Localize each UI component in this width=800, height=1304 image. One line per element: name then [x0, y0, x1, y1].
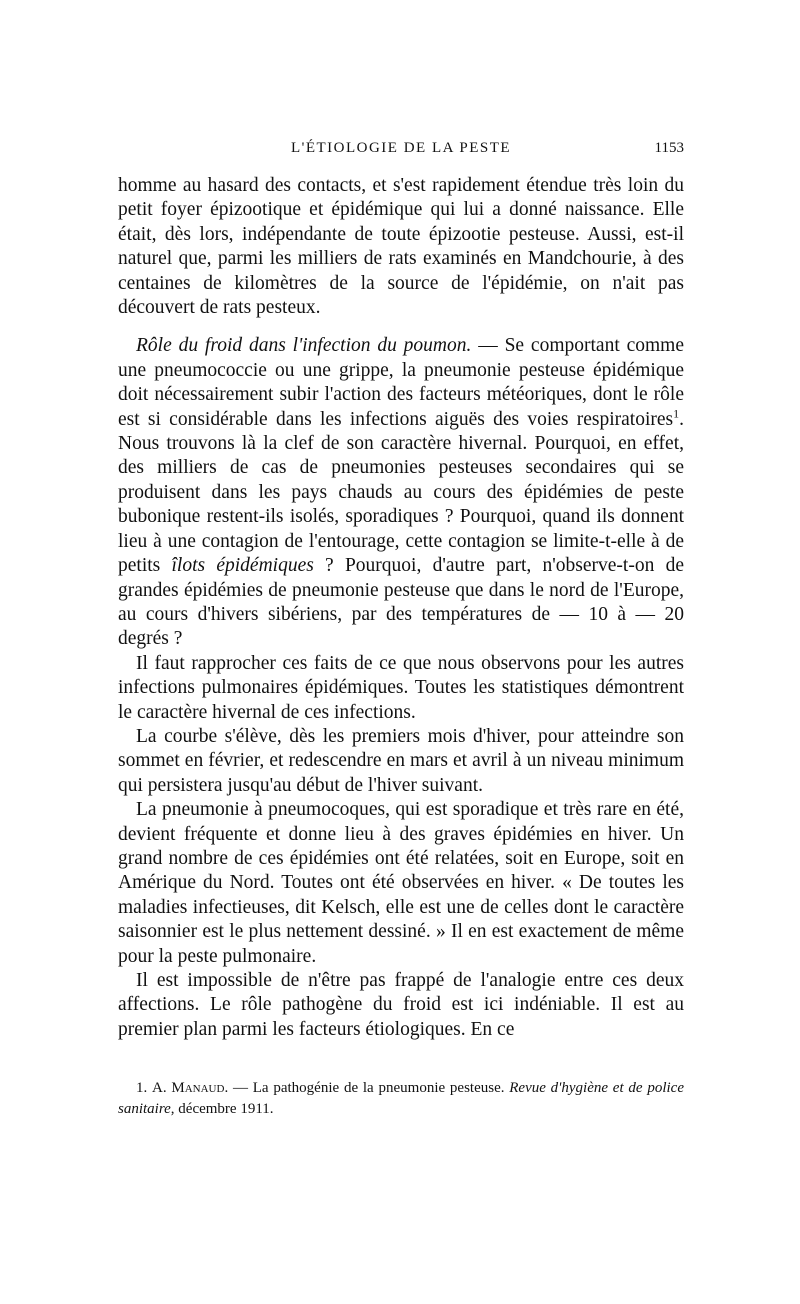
footnote-author: A. Manaud.: [152, 1080, 229, 1097]
paragraph-1: homme au hasard des contacts, et s'est rapidement étendue très loin du petit foyer épizootique et épidémique qui lui a donné naissance. Elle était, dès lors, indépendante de toute épizootie pesteuse. Aussi, est-il naturel que, parmi les milliers de rats examinés en Mandchourie, à des centaines de kilomètres de la source de l'épidémie, on n'ait pas découvert de rats pesteux.: [118, 175, 684, 319]
page-number: 1153: [654, 140, 684, 156]
book-page: [118, 140, 684, 1120]
footnote-date: , décembre 1911.: [170, 1101, 274, 1118]
footnote: [118, 1078, 684, 1120]
paragraph-3: Il faut rapprocher ces faits de ce que nous observons pour les autres infections pulmonaires épidémiques. Toutes les statistiques démontrent le caractère hivernal de ces infections.: [118, 652, 684, 723]
paragraph-2-part-b: . Nous trouvons là la clef de son caractère hivernal. Pourquoi, en effet, des milliers de cas de pneumonies pesteuses secondaires qui se produisent dans les pays chauds au cours des épidémies de peste bubonique restent-ils isolés, sporadiques ? Pourquoi, quand ils donnent lieu à une contagion de l'entourage, cette contagion se limite-t-elle à de petits: [118, 408, 684, 577]
section-title: Rôle du froid dans l'infection du poumon.: [136, 335, 472, 357]
paragraph-2: [118, 334, 684, 651]
running-title: L'ÉTIOLOGIE DE LA PESTE: [290, 140, 512, 156]
paragraph-2-part-a: — Se comportant comme une pneumococcie ou une grippe, la pneumonie pesteuse épidémique doit nécessairement subir l'action des facteurs météoriques, dont le rôle est si considérable dans les infections aiguës des voies respiratoires: [118, 335, 684, 430]
paragraph-5: La pneumonie à pneumocoques, qui est sporadique et très rare en été, devient fréquente et donne lieu à des graves épidémies en hiver. Un grand nombre de ces épidémies ont été relatées, soit en Europe, soit en Amérique du Nord. Toutes ont été observées en hiver. « De toutes les maladies infectieuses, dit Kelsch, elle est une de celles dont le caractère saisonnier est le plus nettement dessiné. » Il en est exactement de même pour la peste pulmonaire.: [118, 799, 684, 967]
footnote-journal: Revue d'hygiène et de police sanitaire: [118, 1080, 684, 1118]
footnote-text: — La pathogénie de la pneumonie pesteuse.: [228, 1080, 510, 1097]
paragraph-6: Il est impossible de n'être pas frappé de l'analogie entre ces deux affections. Le rôle pathogène du froid est ici indéniable. Il est au premier plan parmi les facteurs étiologiques. En ce: [118, 970, 684, 1040]
footnote-number: 1.: [136, 1080, 148, 1097]
paragraph-4: La courbe s'élève, dès les premiers mois d'hiver, pour atteindre son sommet en février, et redescendre en mars et avril à un niveau minimum qui persistera jusqu'au début de l'hiver suivant.: [118, 725, 684, 796]
italic-term: îlots épidémiques: [171, 555, 314, 577]
body-text: [118, 174, 684, 1042]
paragraph-2-part-c: ? Pourquoi, d'autre part, n'observe-t-on de grandes épidémies de pneumonie pesteuse que dans le nord de l'Europe, au cours d'hivers sibériens, par des températures de — 10 à — 20 degrés ?: [118, 555, 684, 650]
page-header: [118, 140, 684, 170]
footnote-reference: 1: [673, 406, 680, 421]
